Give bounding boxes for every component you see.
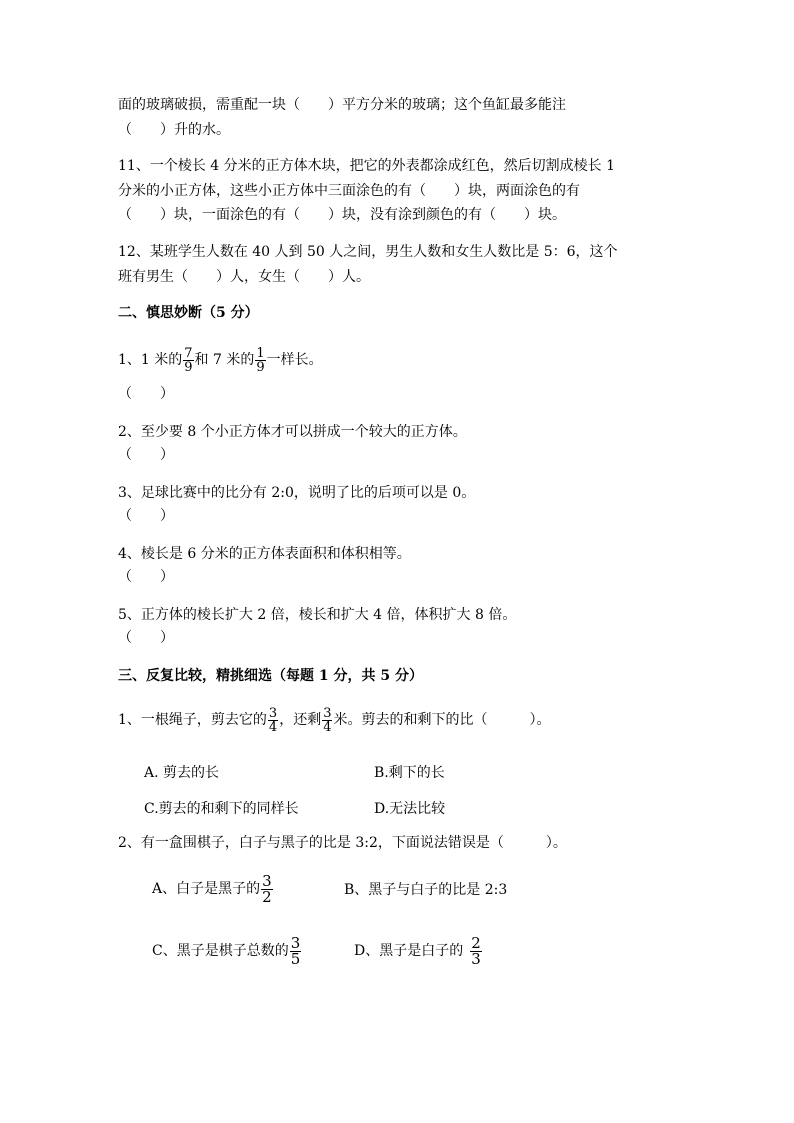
s2-q4-answer-blank[interactable]: （ ） [118, 569, 174, 585]
s3-q1-option-b[interactable]: B.剩下的长 [374, 765, 445, 781]
fraction-denominator: 3 [471, 949, 481, 968]
s3-q1-fraction-1 [268, 707, 278, 734]
q12-line-1: 12、某班学生人数在 40 人到 50 人之间，男生人数和女生人数比是 5：6，这个 [118, 244, 618, 260]
q11-line-1: 11、一个棱长 4 分米的正方体木块，把它的外表都涂成红色，然后切割成棱长 1 [118, 158, 615, 174]
s2-q1-answer-blank[interactable]: （ ） [118, 386, 174, 402]
fraction-denominator: 9 [256, 359, 265, 375]
s3-q2-option-d-text: D、黑子是白子的 [354, 943, 464, 959]
s3-q1-option-d[interactable]: D.无法比较 [374, 801, 446, 817]
fraction-denominator: 9 [184, 359, 193, 375]
s3-q2-option-b[interactable]: B、黑子与白子的比是 2:3 [344, 882, 508, 898]
s2-q1-text-c: 一样长。 [266, 352, 323, 368]
s2-q1-fraction-1 [183, 347, 193, 374]
s2-q2: 2、至少要 8 个小正方体才可以拼成一个较大的正方体。 [118, 424, 467, 440]
fraction-numerator: 2 [471, 933, 481, 952]
s3-q2-option-a[interactable] [152, 871, 274, 907]
s3-q2-option-a-fraction [261, 871, 273, 906]
fraction-numerator: 7 [184, 345, 193, 361]
fraction-numerator: 3 [268, 705, 278, 721]
fraction-denominator: 4 [323, 719, 332, 735]
section-2-title: 二、慎思妙断（5 分） [118, 305, 259, 321]
s3-q1-fraction-2 [322, 707, 332, 734]
s3-q1-text-a: 1、一根绳子，剪去它的 [118, 712, 267, 728]
fraction-numerator: 3 [323, 705, 332, 721]
fraction-denominator: 5 [290, 949, 301, 968]
fraction-denominator: 4 [268, 719, 278, 735]
s2-q3: 3、足球比赛中的比分有 2:0，说明了比的后项可以是 0。 [118, 485, 476, 501]
s2-q1-text-a: 1、1 米的 [118, 352, 183, 368]
s2-q5-answer-blank[interactable]: （ ） [118, 630, 174, 646]
s3-q1-option-c[interactable]: C.剪去的和剩下的同样长 [144, 801, 299, 817]
s2-q1-fraction-2 [255, 347, 265, 374]
s3-q1 [118, 705, 550, 735]
fraction-denominator: 2 [262, 887, 272, 906]
q11-line-3: （ ）块，一面涂色的有（ ）块，没有涂到颜色的有（ ）块。 [118, 207, 566, 223]
s3-q1-text-c: 米。剪去的和剩下的比（ ）。 [333, 712, 551, 728]
s3-q1-option-a[interactable]: A. 剪去的长 [144, 765, 220, 781]
s3-q2-option-a-text: A、白子是黑子的 [152, 881, 261, 897]
q12-line-2: 班有男生（ ）人，女生（ ）人。 [118, 269, 370, 285]
fraction-numerator: 3 [290, 933, 301, 952]
s3-q2-option-c[interactable] [152, 933, 302, 969]
s2-q2-answer-blank[interactable]: （ ） [118, 447, 174, 463]
s2-q5: 5、正方体的棱长扩大 2 倍，棱长和扩大 4 倍，体积扩大 8 倍。 [118, 607, 517, 623]
s3-q2-stem: 2、有一盒围棋子，白子与黑子的比是 3:2，下面说法错误是（ ）。 [118, 835, 567, 851]
fraction-numerator: 3 [262, 871, 272, 890]
s2-q1 [118, 345, 323, 375]
top-line-1: 面的玻璃破损，需重配一块（ ）平方分米的玻璃；这个鱼缸最多能注 [118, 97, 566, 113]
s2-q1-text-b: 和 7 米的 [194, 352, 255, 368]
fraction-numerator: 1 [256, 345, 265, 361]
s3-q2-option-d[interactable] [354, 933, 483, 969]
s2-q4: 4、棱长是 6 分米的正方体表面积和体积相等。 [118, 546, 411, 562]
q11-line-2: 分米的小正方体，这些小正方体中三面涂色的有（ ）块，两面涂色的有 [118, 183, 580, 199]
s3-q2-option-d-fraction [470, 933, 482, 968]
s3-q1-text-b: ，还剩 [279, 712, 322, 728]
s2-q3-answer-blank[interactable]: （ ） [118, 508, 174, 524]
s3-q2-option-c-text: C、黑子是棋子总数的 [152, 943, 289, 959]
section-3-title: 三、反复比较，精挑细选（每题 1 分，共 5 分） [118, 668, 423, 684]
s3-q2-option-c-fraction [290, 933, 302, 968]
top-line-2: （ ）升的水。 [118, 122, 230, 138]
